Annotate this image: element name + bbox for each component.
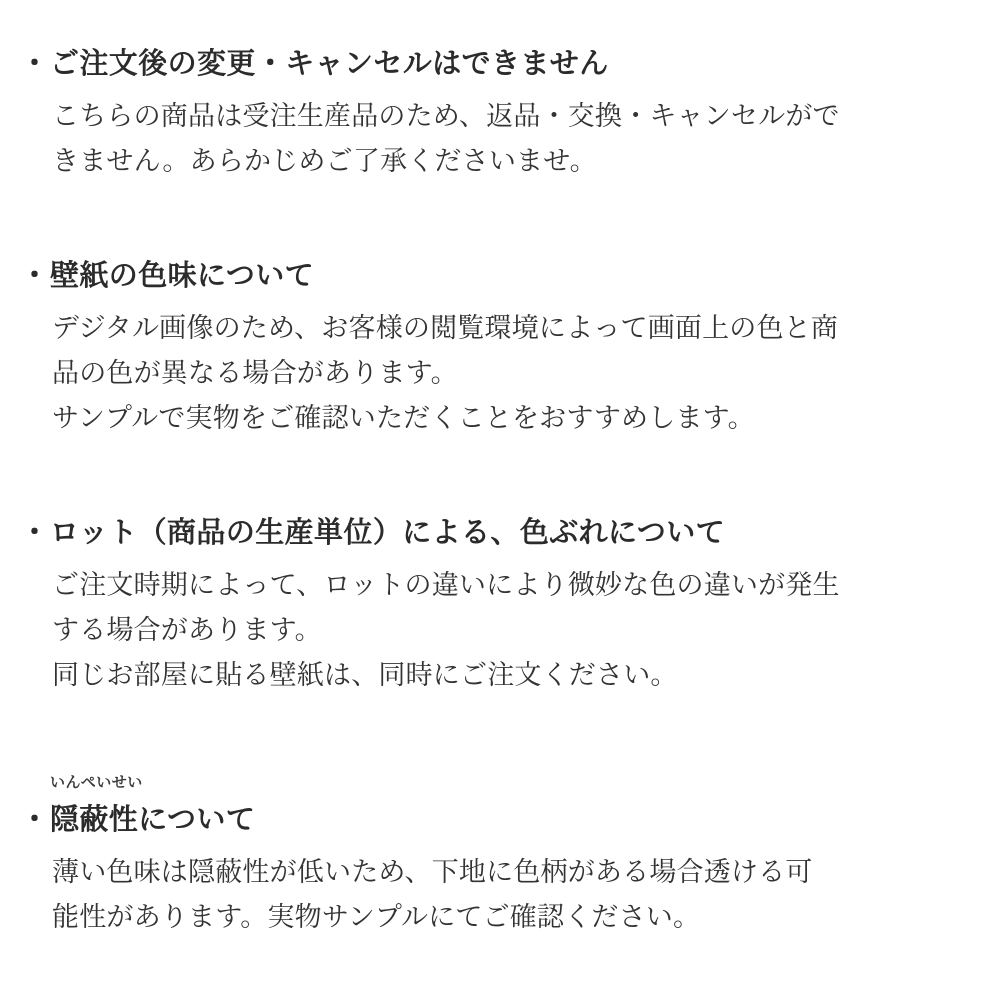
notice-section-wallpaper-color	[20, 256, 970, 441]
notice-section-lot-variation	[20, 513, 970, 698]
notice-section-order-change	[20, 44, 970, 184]
section-body	[20, 563, 970, 698]
body-line: 薄い色味は隠蔽性が低いため、下地に色柄がある場合透ける可	[52, 857, 813, 887]
section-heading: ロット（商品の生産単位）による、色ぶれについて	[50, 517, 726, 549]
bullet-icon: ・	[20, 48, 50, 80]
body-line: 品の色が異なる場合があります。	[52, 358, 458, 388]
section-heading-row	[20, 256, 970, 296]
body-line: デジタル画像のため、お客様の閲覧環境によって画面上の色と商	[52, 313, 839, 343]
body-line: きません。あらかじめご了承くださいませ。	[52, 146, 597, 176]
body-line: こちらの商品は受注生産品のため、返品・交換・キャンセルがで	[52, 101, 840, 131]
section-heading-row	[20, 513, 970, 553]
ruby-spacer	[20, 770, 970, 800]
body-line: ご注文時期によって、ロットの違いにより微妙な色の違いが発生	[52, 570, 840, 600]
notice-section-opacity	[20, 770, 970, 940]
body-line: サンプルで実物をご確認いただくことをおすすめします。	[52, 403, 755, 433]
section-body	[20, 306, 970, 441]
section-heading: 隠蔽性について	[50, 804, 256, 836]
section-heading-row	[20, 774, 970, 840]
bullet-icon: ・	[20, 260, 50, 292]
bullet-icon: ・	[20, 804, 50, 836]
section-heading-row	[20, 44, 970, 84]
section-body	[20, 850, 970, 940]
body-line: する場合があります。	[52, 615, 322, 645]
ruby-annotation: いんぺいせい	[50, 774, 143, 791]
section-heading: 壁紙の色味について	[50, 260, 315, 292]
body-line: 同じお部屋に貼る壁紙は、同時にご注文ください。	[52, 660, 678, 690]
bullet-icon: ・	[20, 517, 50, 549]
section-heading: ご注文後の変更・キャンセルはできません	[50, 48, 609, 80]
body-line: 能性があります。実物サンプルにてご確認ください。	[52, 902, 701, 932]
section-body	[20, 94, 970, 184]
